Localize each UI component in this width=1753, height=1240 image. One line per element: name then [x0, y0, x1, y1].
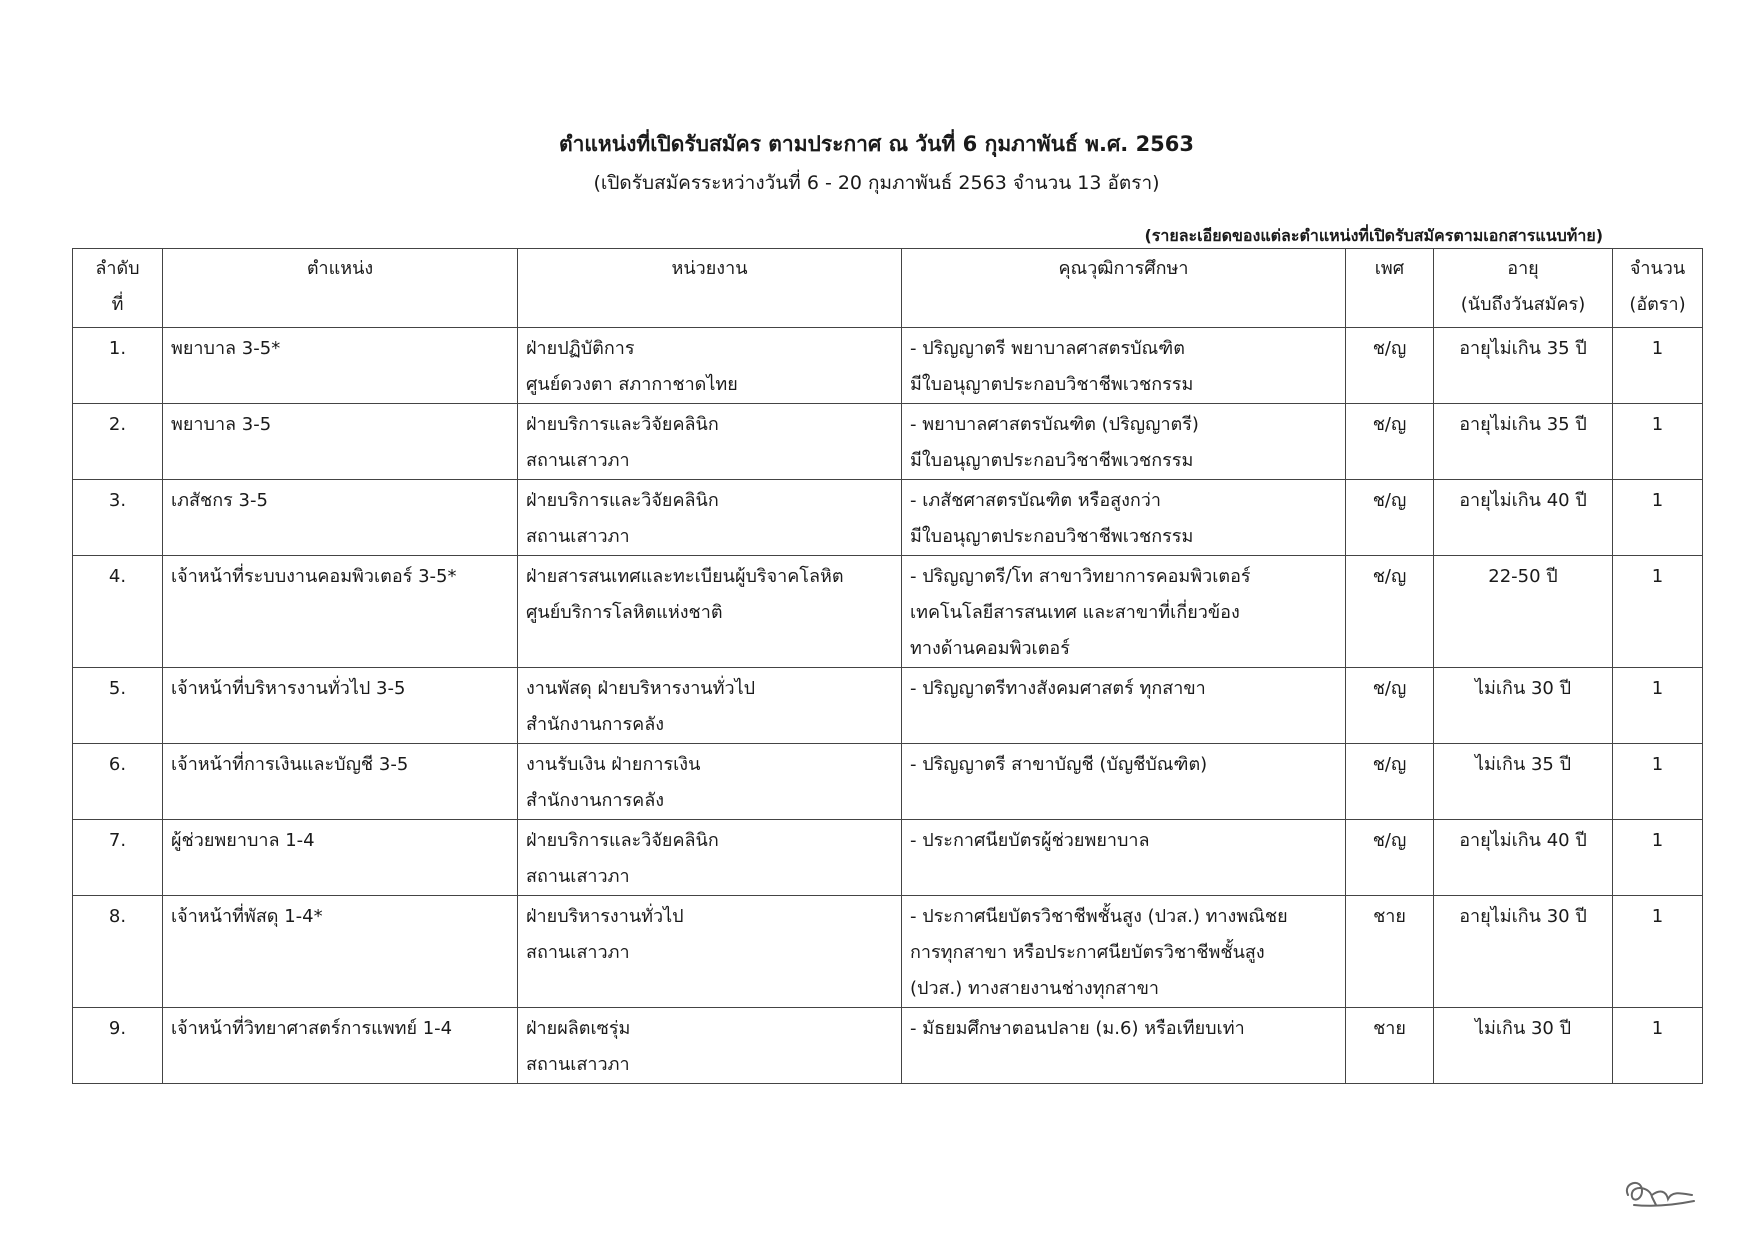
department-line: สำนักงานการคลัง [526, 714, 665, 735]
table-row [73, 820, 1703, 896]
table-row [73, 404, 1703, 480]
position-count: 1 [1613, 820, 1703, 896]
education-requirement-line: มีใบอนุญาตประกอบวิชาชีพเวชกรรม [910, 526, 1194, 547]
education-requirement [902, 404, 1346, 480]
department [518, 1008, 902, 1084]
education-requirement-line: - ปริญญาตรี/โท สาขาวิทยาการคอมพิวเตอร์ [910, 566, 1251, 587]
education-requirement-line: มีใบอนุญาตประกอบวิชาชีพเวชกรรม [910, 450, 1194, 471]
age-limit: ไม่เกิน 35 ปี [1434, 744, 1613, 820]
position-name: เจ้าหน้าที่พัสดุ 1-4* [163, 896, 518, 1008]
position-count: 1 [1613, 404, 1703, 480]
department-line: ศูนย์บริการโลหิตแห่งชาติ [526, 602, 723, 623]
page-title: ตำแหน่งที่เปิดรับสมัคร ตามประกาศ ณ วันที่ 6 กุมภาพันธ์ พ.ศ. 2563 [558, 132, 1195, 156]
age-limit: อายุไม่เกิน 30 ปี [1434, 896, 1613, 1008]
department-line: ฝ่ายสารสนเทศและทะเบียนผู้บริจาคโลหิต [526, 566, 844, 587]
department-line: สถานเสาวภา [526, 1054, 630, 1075]
education-requirement-line: เทคโนโลยีสารสนเทศ และสาขาที่เกี่ยวข้อง [910, 602, 1240, 623]
department-line: ฝ่ายบริการและวิจัยคลินิก [526, 490, 719, 511]
position-name: ผู้ช่วยพยาบาล 1-4 [163, 820, 518, 896]
table-row [73, 556, 1703, 668]
education-requirement-line: - ปริญญาตรีทางสังคมศาสตร์ ทุกสาขา [910, 678, 1206, 699]
row-number: 8. [73, 896, 163, 1008]
education-requirement [902, 820, 1346, 896]
sex: ช/ญ [1346, 556, 1434, 668]
header-unit: หน่วยงาน [518, 249, 902, 328]
row-number: 5. [73, 668, 163, 744]
education-requirement [902, 556, 1346, 668]
position-name: เจ้าหน้าที่ระบบงานคอมพิวเตอร์ 3-5* [163, 556, 518, 668]
education-requirement-line: ทางด้านคอมพิวเตอร์ [910, 638, 1070, 659]
sex: ชาย [1346, 896, 1434, 1008]
table-row [73, 744, 1703, 820]
education-requirement [902, 744, 1346, 820]
department-line: ฝ่ายบริหารงานทั่วไป [526, 906, 684, 927]
education-requirement-line: - เภสัชศาสตรบัณฑิต หรือสูงกว่า [910, 490, 1162, 511]
department [518, 896, 902, 1008]
header-age: อายุ (นับถึงวันสมัคร) [1434, 249, 1613, 328]
row-number: 4. [73, 556, 163, 668]
position-count: 1 [1613, 480, 1703, 556]
education-requirement-line: - ประกาศนียบัตรผู้ช่วยพยาบาล [910, 830, 1150, 851]
department [518, 556, 902, 668]
department-line: สถานเสาวภา [526, 866, 630, 887]
position-count: 1 [1613, 668, 1703, 744]
position-name: พยาบาล 3-5* [163, 328, 518, 404]
education-requirement-line: - ปริญญาตรี พยาบาลศาสตรบัณฑิต [910, 338, 1185, 359]
department [518, 480, 902, 556]
department [518, 404, 902, 480]
department-line: ฝ่ายบริการและวิจัยคลินิก [526, 414, 719, 435]
position-name: เภสัชกร 3-5 [163, 480, 518, 556]
positions-table [72, 248, 1703, 1084]
row-number: 3. [73, 480, 163, 556]
age-limit: ไม่เกิน 30 ปี [1434, 668, 1613, 744]
department-line: สำนักงานการคลัง [526, 790, 665, 811]
row-number: 2. [73, 404, 163, 480]
sex: ช/ญ [1346, 668, 1434, 744]
table-body [73, 328, 1703, 1084]
sex: ช/ญ [1346, 328, 1434, 404]
row-number: 1. [73, 328, 163, 404]
row-number: 9. [73, 1008, 163, 1084]
header-count: จำนวน (อัตรา) [1613, 249, 1703, 328]
age-limit: 22-50 ปี [1434, 556, 1613, 668]
department [518, 328, 902, 404]
signature [1620, 1165, 1700, 1215]
position-count: 1 [1613, 1008, 1703, 1084]
header-sex: เพศ [1346, 249, 1434, 328]
position-count: 1 [1613, 328, 1703, 404]
education-requirement-line: การทุกสาขา หรือประกาศนียบัตรวิชาชีพชั้นสูง [910, 942, 1265, 963]
header-no: ลำดับ ที่ [73, 249, 163, 328]
education-requirement-line: - ประกาศนียบัตรวิชาชีพชั้นสูง (ปวส.) ทางพณิชย [910, 906, 1288, 927]
sex: ช/ญ [1346, 744, 1434, 820]
department-line: ศูนย์ดวงตา สภากาชาดไทย [526, 374, 738, 395]
education-requirement [902, 328, 1346, 404]
sex: ช/ญ [1346, 404, 1434, 480]
header-education: คุณวุฒิการศึกษา [902, 249, 1346, 328]
page-subtitle: (เปิดรับสมัครระหว่างวันที่ 6 - 20 กุมภาพันธ์ 2563 จำนวน 13 อัตรา) [593, 172, 1160, 194]
row-number: 6. [73, 744, 163, 820]
age-limit: อายุไม่เกิน 35 ปี [1434, 328, 1613, 404]
position-count: 1 [1613, 556, 1703, 668]
position-count: 1 [1613, 744, 1703, 820]
sex: ช/ญ [1346, 820, 1434, 896]
header-position: ตำแหน่ง [163, 249, 518, 328]
age-limit: อายุไม่เกิน 40 ปี [1434, 820, 1613, 896]
table-row [73, 480, 1703, 556]
table-row [73, 896, 1703, 1008]
education-requirement-line: - มัธยมศึกษาตอนปลาย (ม.6) หรือเทียบเท่า [910, 1018, 1245, 1039]
department-line: งานพัสดุ ฝ่ายบริหารงานทั่วไป [526, 678, 756, 699]
education-requirement [902, 668, 1346, 744]
department-line: สถานเสาวภา [526, 450, 630, 471]
department-line: สถานเสาวภา [526, 942, 630, 963]
education-requirement [902, 480, 1346, 556]
age-limit: อายุไม่เกิน 40 ปี [1434, 480, 1613, 556]
education-requirement-line: - พยาบาลศาสตรบัณฑิต (ปริญญาตรี) [910, 414, 1199, 435]
position-name: เจ้าหน้าที่การเงินและบัญชี 3-5 [163, 744, 518, 820]
department-line: งานรับเงิน ฝ่ายการเงิน [526, 754, 701, 775]
table-row [73, 328, 1703, 404]
attachment-note: (รายละเอียดของแต่ละตำแหน่งที่เปิดรับสมัครตามเอกสารแนบท้าย) [1144, 226, 1603, 245]
education-requirement-line: มีใบอนุญาตประกอบวิชาชีพเวชกรรม [910, 374, 1194, 395]
sex: ช/ญ [1346, 480, 1434, 556]
education-requirement-line: (ปวส.) ทางสายงานช่างทุกสาขา [910, 978, 1159, 999]
table-row [73, 1008, 1703, 1084]
age-limit: ไม่เกิน 30 ปี [1434, 1008, 1613, 1084]
row-number: 7. [73, 820, 163, 896]
education-requirement-line: - ปริญญาตรี สาขาบัญชี (บัญชีบัณฑิต) [910, 754, 1208, 775]
sex: ชาย [1346, 1008, 1434, 1084]
education-requirement [902, 896, 1346, 1008]
department [518, 744, 902, 820]
department-line: ฝ่ายปฏิบัติการ [526, 338, 635, 359]
position-name: พยาบาล 3-5 [163, 404, 518, 480]
education-requirement [902, 1008, 1346, 1084]
department [518, 820, 902, 896]
position-count: 1 [1613, 896, 1703, 1008]
department-line: สถานเสาวภา [526, 526, 630, 547]
position-name: เจ้าหน้าที่วิทยาศาสตร์การแพทย์ 1-4 [163, 1008, 518, 1084]
table-header-row [73, 249, 1703, 328]
department-line: ฝ่ายบริการและวิจัยคลินิก [526, 830, 719, 851]
age-limit: อายุไม่เกิน 35 ปี [1434, 404, 1613, 480]
department-line: ฝ่ายผลิตเซรุ่ม [526, 1018, 631, 1039]
position-name: เจ้าหน้าที่บริหารงานทั่วไป 3-5 [163, 668, 518, 744]
table-row [73, 668, 1703, 744]
department [518, 668, 902, 744]
